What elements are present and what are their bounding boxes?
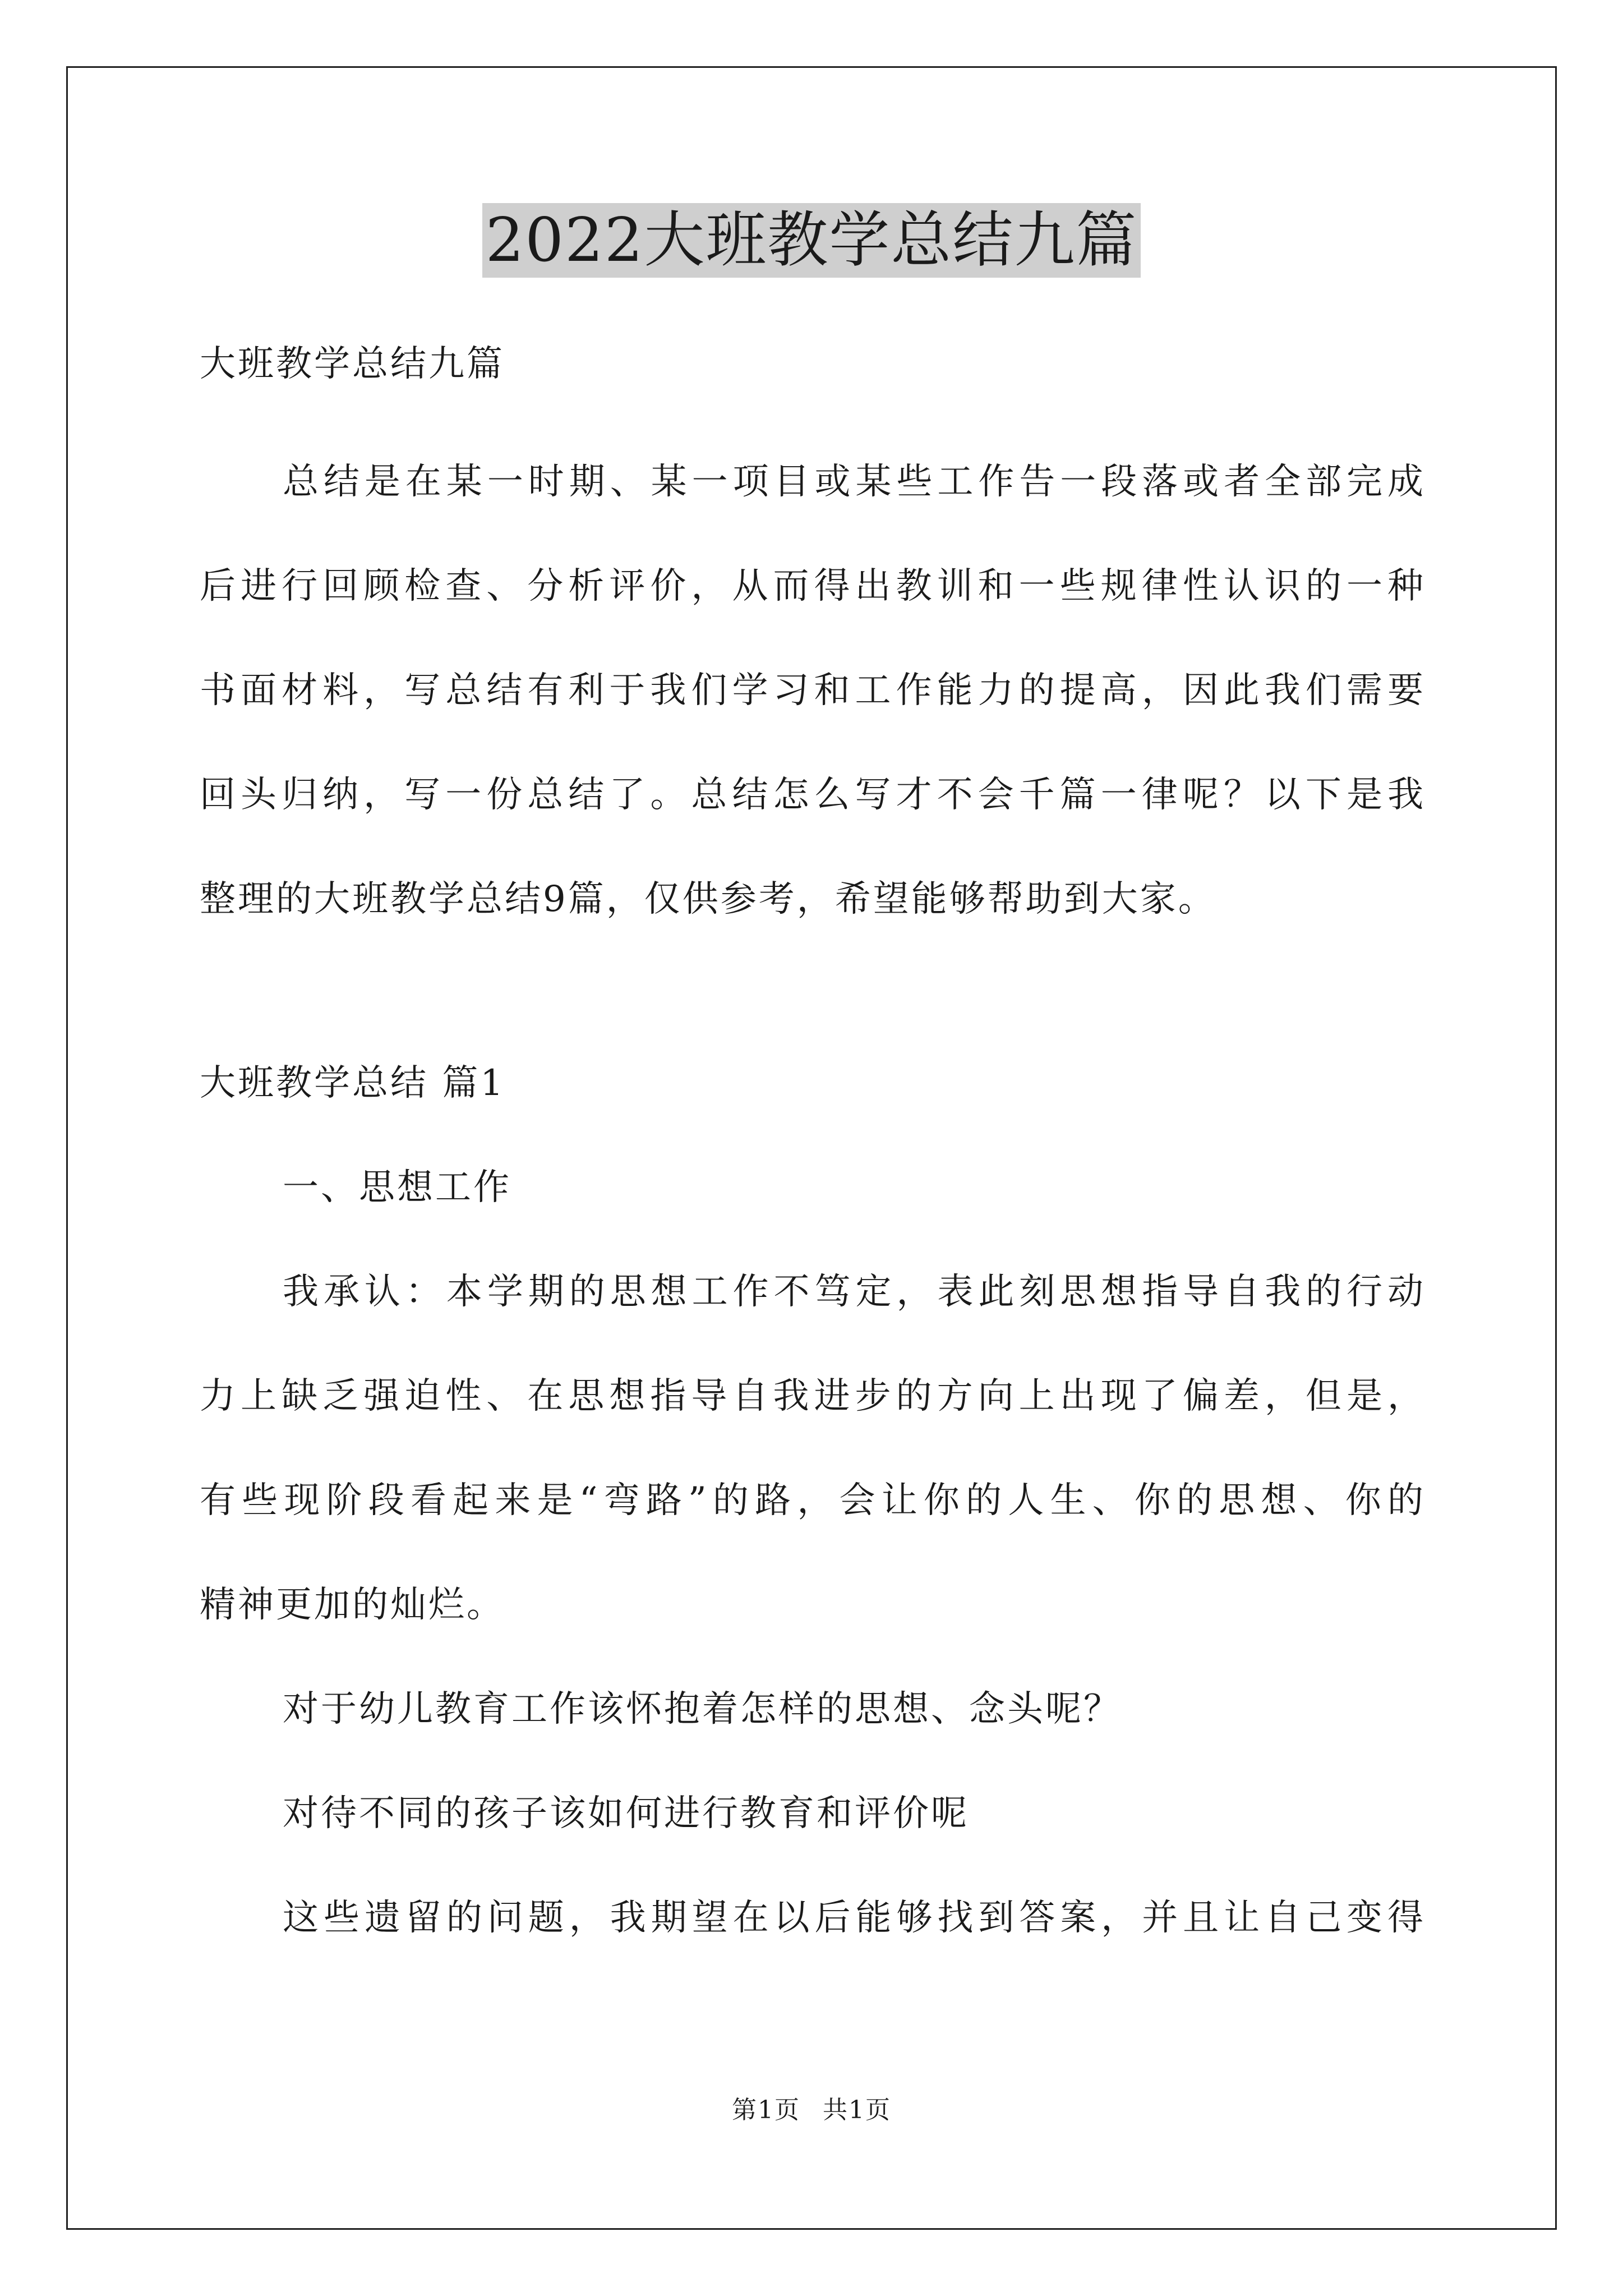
paragraph-line: 有些现阶段看起来是“弯路”的路，会让你的人生、你的思想、你的: [200, 1480, 1426, 1521]
intro-line: 书面材料，写总结有利于我们学习和工作能力的提高，因此我们需要: [200, 670, 1426, 711]
document-title-text: 2022大班教学总结九篇: [482, 203, 1141, 278]
paragraph-2: 对于幼儿教育工作该怀抱着怎样的思想、念头呢？: [283, 1688, 1122, 1730]
paragraph-1: [200, 1240, 1426, 1657]
paragraph-line: 我承认：本学期的思想工作不笃定，表此刻思想指导自我的行动: [283, 1271, 1426, 1313]
intro-line: 回头归纳，写一份总结了。总结怎么写才不会千篇一律呢？以下是我: [200, 774, 1426, 816]
document-title: [0, 199, 1623, 283]
paragraph-line: 力上缺乏强迫性、在思想指导自我进步的方向上出现了偏差，但是，: [200, 1375, 1426, 1417]
section-heading: 大班教学总结 篇1: [200, 1062, 506, 1104]
paragraph-line: 这些遗留的问题，我期望在以后能够找到答案，并且让自己变得: [283, 1897, 1426, 1939]
page-number: 第1页: [732, 2096, 800, 2124]
page-total: 共1页: [823, 2096, 891, 2124]
intro-line: 后进行回顾检查、分析评价，从而得出教训和一些规律性认识的一种: [200, 565, 1426, 607]
intro-paragraph: [200, 430, 1426, 951]
paragraph-line: 精神更加的灿烂。: [200, 1584, 505, 1626]
paragraph-4: [200, 1866, 1426, 1970]
paragraph-3: 对待不同的孩子该如何进行教育和评价呢: [283, 1793, 969, 1834]
page-footer: [0, 2093, 1623, 2127]
subtitle: 大班教学总结九篇: [200, 343, 505, 385]
sub-heading: 一、思想工作: [283, 1167, 511, 1208]
intro-line: 总结是在某一时期、某一项目或某些工作告一段落或者全部完成: [283, 461, 1426, 503]
intro-line: 整理的大班教学总结9篇，仅供参考，希望能够帮助到大家。: [200, 878, 1216, 920]
